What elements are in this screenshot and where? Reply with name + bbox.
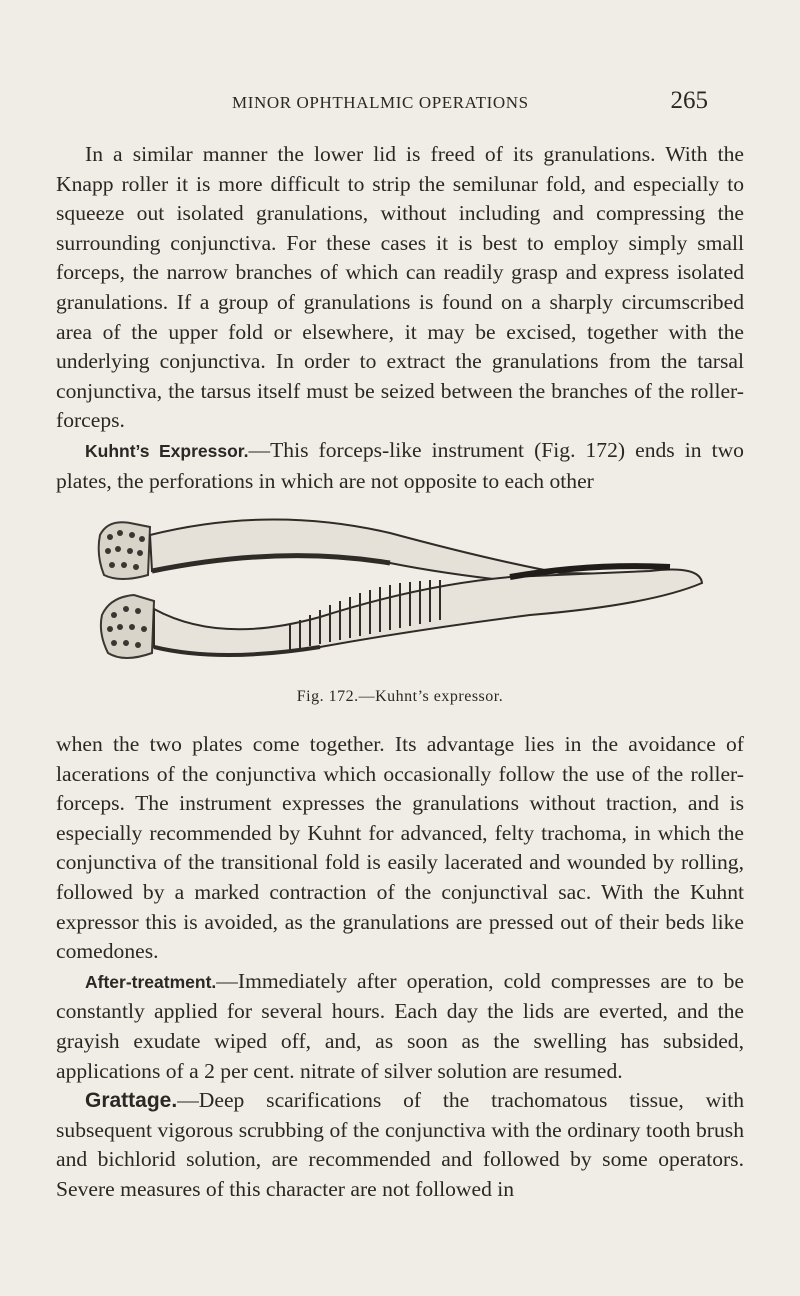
text-block-top	[56, 140, 744, 496]
section-sidehead: Kuhnt’s Expressor.	[85, 440, 249, 461]
section-sidehead: After-treatment.	[85, 971, 217, 992]
paragraph-text: In a similar manner the lower lid is freed of its granulations. With the Knapp roller it is more difficult to strip the semilunar fold, and especially to squeeze out isolated granulations, without including and compressing the surrounding conjunctiva. For these cases it is best to employ simply small forceps, the narrow branches of which can readily grasp and express isolated granulations. If a group of granulations is found on a sharply circumscribed area of the upper fold or elsewhere, it may be excised, together with the underlying conjunctiva. In order to extract the granulations from the tarsal conjunctiva, the tarsus itself must be seized between the branches of the roller-forceps.	[56, 142, 744, 433]
page-header	[0, 87, 800, 123]
paragraph-text: —Immediately after operation, cold compresses are to be constantly applied for several hours. Each day the lids are everted, and the grayish exudate wiped off, and, as soon as the swelling has subsided, applications of a 2 per cent. nitrate of silver solution are resumed.	[56, 968, 744, 1083]
paragraph-text: —This forceps-like instrument (Fig. 172) ends in two plates, the perforations in which are not opposite to each other	[56, 437, 744, 493]
paragraph	[56, 140, 744, 436]
paragraph-text: when the two plates come together. Its advantage lies in the avoidance of lacerations of the conjunctiva which occasionally follow the use of the roller-forceps. The instrument expresses the granulations without traction, and is especially recommended by Kuhnt for advanced, felty trachoma, in which the conjunctiva of the transitional fold is easily lacerated and wounded by rolling, followed by a marked contraction of the conjunctival sac. With the Kuhnt expressor this is avoided, as the granulations are pressed out of their beds like comedones.	[56, 732, 744, 964]
figure-caption: Fig. 172.—Kuhnt’s expressor.	[296, 688, 504, 705]
figure-illustration	[90, 505, 710, 680]
paragraph-text: —Deep scarifications of the trachomatous tissue, with subsequent vigorous scrubbing of the conjunctiva with the ordinary tooth brush and bichlorid solution, are recommended and followed by some operators. Severe measures of this character are not followed in	[56, 1088, 744, 1201]
page-number: 265	[670, 87, 708, 114]
section-sidehead: Grattage.	[85, 1089, 178, 1113]
paragraph	[56, 436, 744, 496]
paragraph	[56, 967, 744, 1086]
running-head: MINOR OPHTHALMIC OPERATIONS	[232, 93, 529, 112]
expressor-illustration	[90, 505, 710, 680]
paragraph	[56, 1086, 744, 1204]
text-block-bottom	[56, 730, 744, 1205]
paragraph	[56, 730, 744, 967]
